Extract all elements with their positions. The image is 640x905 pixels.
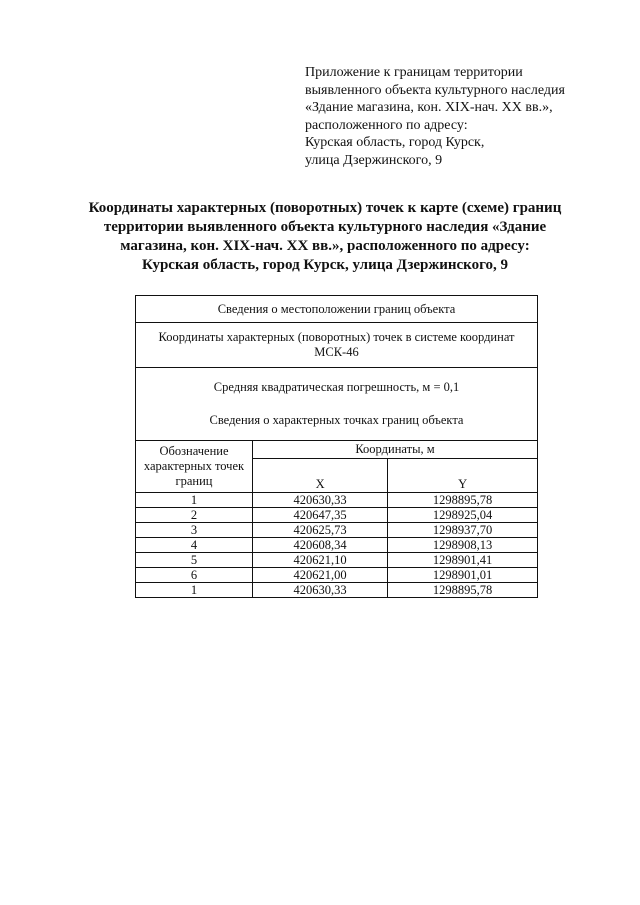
appendix-line: расположенного по адресу: [305, 117, 468, 133]
table-row [136, 568, 538, 583]
coordinates-rows [136, 493, 538, 598]
coord-system-name: МСК-46 [314, 345, 359, 359]
y-coordinate-cell: 1298937,70 [388, 523, 538, 538]
point-number-cell: 4 [136, 538, 253, 553]
y-coordinate-cell: 1298925,04 [388, 508, 538, 523]
appendix-note [305, 64, 625, 169]
y-coordinate-cell: 1298901,01 [388, 568, 538, 583]
title-line: Координаты характерных (поворотных) точек к карте (схеме) границ [88, 200, 562, 216]
table-row [136, 553, 538, 568]
x-coordinate-cell: 420630,33 [253, 583, 388, 598]
error-text: Средняя квадратическая погрешность, м = 0,1 [213, 380, 460, 394]
section-location-header: Сведения о местоположении границ объекта [136, 296, 538, 323]
table-row [136, 538, 538, 553]
x-coordinate-cell: 420621,10 [253, 553, 388, 568]
table-row [136, 508, 538, 523]
coord-system-line: Координаты характерных (поворотных) точек в системе координат [158, 330, 515, 344]
column-header-point-line: Обозначение [159, 444, 229, 458]
spacer [138, 395, 535, 413]
y-coordinate-cell: 1298901,41 [388, 553, 538, 568]
appendix-line: Приложение к границам территории [305, 65, 523, 80]
column-header-x: X [253, 459, 388, 493]
point-number-cell: 1 [136, 583, 253, 598]
point-number-cell: 5 [136, 553, 253, 568]
coordinates-table [135, 295, 538, 598]
point-number-cell: 2 [136, 508, 253, 523]
column-header-y: Y [388, 459, 538, 493]
y-coordinate-cell: 1298895,78 [388, 583, 538, 598]
y-coordinate-cell: 1298908,13 [388, 538, 538, 553]
section-coordinate-system [136, 323, 538, 368]
column-header-point [136, 441, 253, 493]
title-line: Курская область, город Курск, улица Дзержинского, 9 [141, 257, 509, 273]
points-info-text: Сведения о характерных точках границ объекта [209, 413, 464, 427]
section-accuracy [136, 368, 538, 441]
x-coordinate-cell: 420621,00 [253, 568, 388, 583]
table-row [136, 583, 538, 598]
appendix-line: Курская область, город Курск, [305, 135, 485, 150]
appendix-line: «Здание магазина, кон. XIX-нач. XX вв.», [305, 100, 553, 115]
x-coordinate-cell: 420608,34 [253, 538, 388, 553]
y-coordinate-cell: 1298895,78 [388, 493, 538, 508]
x-coordinate-cell: 420647,35 [253, 508, 388, 523]
x-coordinate-cell: 420630,33 [253, 493, 388, 508]
table-row [136, 493, 538, 508]
column-header-coordinates: Координаты, м [253, 441, 538, 459]
point-number-cell: 1 [136, 493, 253, 508]
title-line: территории выявленного объекта культурного наследия «Здание [103, 219, 547, 235]
column-header-point-line: границ [175, 474, 213, 488]
column-header-point-line: характерных точек [143, 459, 245, 473]
x-coordinate-cell: 420625,73 [253, 523, 388, 538]
document-title [70, 199, 580, 275]
title-line: магазина, кон. XIX-нач. XX вв.», расположенного по адресу: [120, 238, 530, 254]
appendix-line: улица Дзержинского, 9 [305, 152, 443, 168]
point-number-cell: 6 [136, 568, 253, 583]
table-row [136, 523, 538, 538]
appendix-line: выявленного объекта культурного наследия [305, 82, 565, 98]
point-number-cell: 3 [136, 523, 253, 538]
